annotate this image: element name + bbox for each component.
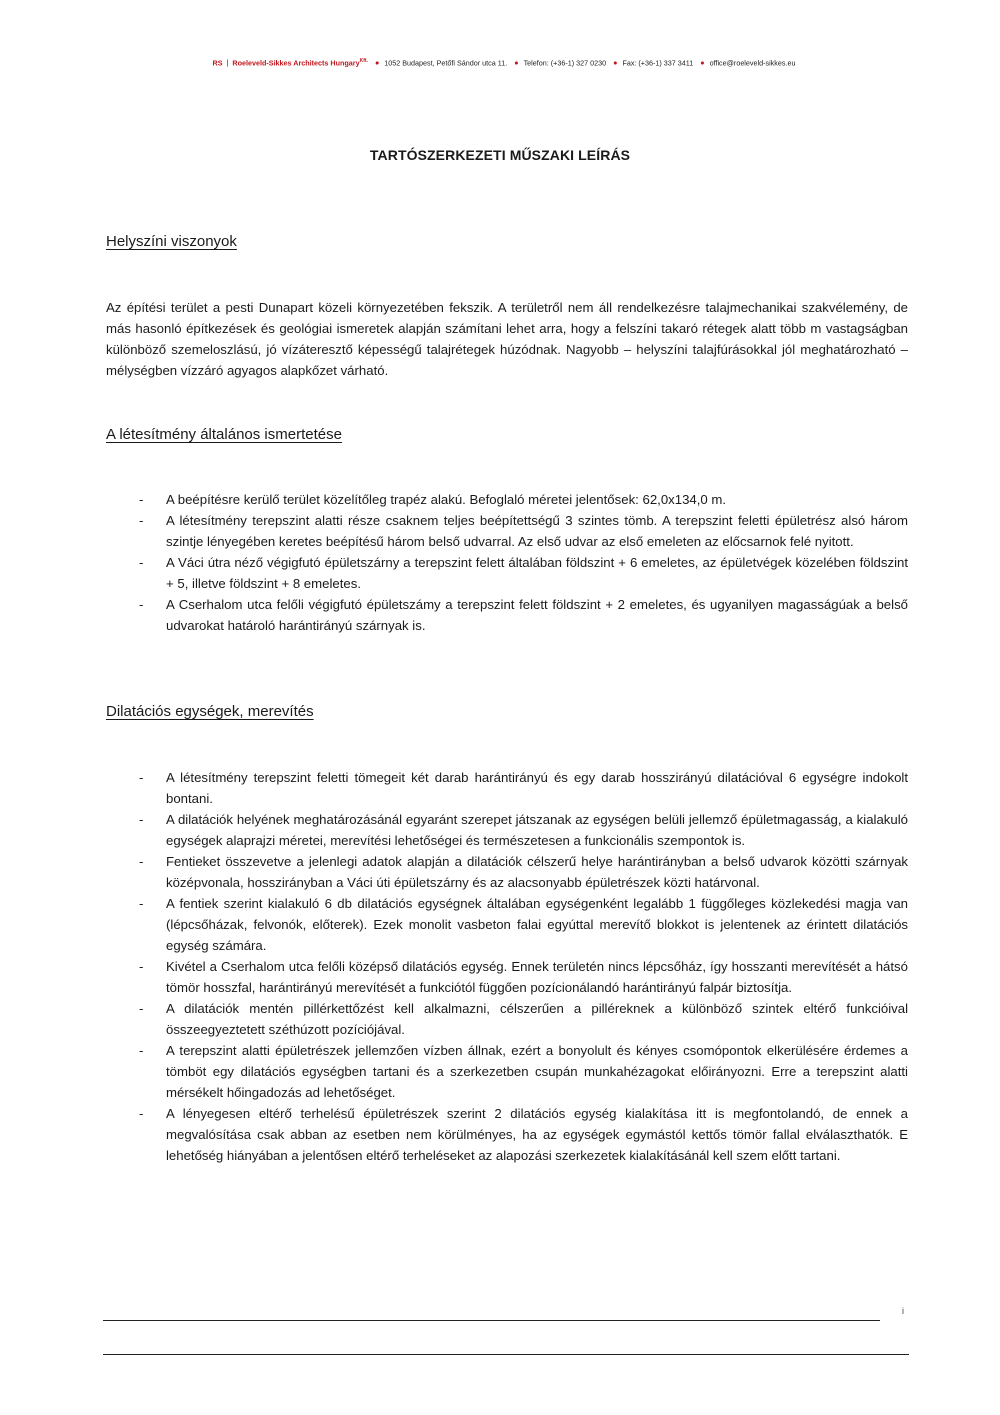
dash-marker: - <box>139 854 144 869</box>
letterhead-phone: Telefon: (+36-1) 327 0230 <box>523 58 607 68</box>
list-item-text: A Váci útra néző végigfutó épületszárny a terepszint felett általában földszint + 6 emeletes, az épületvégek közelében földszint + 5, illetve földszint + 8 emeletes. <box>166 555 908 591</box>
dash-marker: - <box>139 959 144 974</box>
list-item <box>106 1103 908 1166</box>
list-item-text: A Cserhalom utca felőli végigfutó épületszámy a terepszint felett földszint + 2 emeletes, és ugyanilyen magasságúak a belső udvarokat határoló harántirányú szárnyak is. <box>166 597 908 633</box>
list-item-text: A dilatációk mentén pillérkettőzést kell alkalmazni, célszerűen a pilléreknek a különböző szintek eltérő funkcióival összeegyeztetett széthúzott pozíciójával. <box>166 1001 908 1037</box>
list-item-text: A létesítmény terepszint alatti része csaknem teljes beépítettségű 3 szintes tömb. A terepszint feletti épületrész alsó három szintje lényegében keretes beépítésű három belső udvarral. Az első udvar az első emeleten az előcsarnok felé nyitott. <box>166 513 908 549</box>
list-item <box>106 809 908 851</box>
dash-marker: - <box>139 1106 144 1121</box>
bullet-icon: ● <box>613 58 618 68</box>
list-item <box>106 956 908 998</box>
letterhead-company-suffix: Kft. <box>359 58 368 64</box>
list-item <box>106 510 908 552</box>
dash-marker: - <box>139 812 144 827</box>
bullet-icon: ● <box>700 58 705 68</box>
section-heading-general-description: A létesítmény általános ismertetése <box>106 426 342 443</box>
general-description-list <box>106 489 908 636</box>
bullet-icon: ● <box>374 58 380 68</box>
list-item-text: A terepszint alatti épületrészek jellemzően vízben állnak, ezért a bonyolult és kényes csomópontok elkerülésére érdemes a tömböt egy dilatációs egységben tartani és a szerkezetben csupán munkahézagokat előirányozni. Erre a terepszint alatti mérsékelt hőingadozás ad lehetőséget. <box>166 1043 908 1100</box>
letterhead <box>100 58 908 67</box>
list-item <box>106 851 908 893</box>
section-heading-dilatation-units: Dilatációs egységek, merevítés <box>106 703 314 720</box>
section-heading-site-conditions: Helyszíni viszonyok <box>106 233 237 250</box>
list-item-text: A fentiek szerint kialakuló 6 db dilatációs egységnek általában egységenként legalább 1 függőleges közlekedési magja van (lépcsőházak, felvonók, előterek). Ezek monolit vasbeton falai egyúttal merevítő blokkot is jelentenek az érintett dilatációs egység számára. <box>166 896 908 953</box>
list-item-text: A beépítésre kerülő terület közelítőleg trapéz alakú. Befoglaló méretei jelentősek: 62,0x134,0 m. <box>166 492 727 507</box>
dash-marker: - <box>139 513 144 528</box>
letterhead-fax: Fax: (+36-1) 337 3411 <box>622 58 694 68</box>
page-mark: i <box>902 1306 904 1316</box>
dilatation-units-list <box>106 767 908 1166</box>
dash-marker: - <box>139 1001 144 1016</box>
list-item <box>106 767 908 809</box>
list-item <box>106 998 908 1040</box>
list-item-text: Kivétel a Cserhalom utca felőli középső dilatációs egység. Ennek területén nincs lépcsőház, így hosszanti merevítését a hátsó tömör hosszfal, harántirányú merevítését a funkciótól függően pozícionálandó harántirányú falpár biztosítja. <box>166 959 908 995</box>
list-item <box>106 489 908 510</box>
list-item <box>106 594 908 636</box>
dash-marker: - <box>139 770 144 785</box>
footer-rule-bottom <box>103 1354 909 1355</box>
dash-marker: - <box>139 896 144 911</box>
document-title: TARTÓSZERKEZETI MŰSZAKI LEÍRÁS <box>369 147 631 163</box>
footer-rule-top <box>103 1320 880 1321</box>
list-item <box>106 552 908 594</box>
list-item-text: Fentieket összevetve a jelenlegi adatok alapján a dilatációk célszerű helye harántirányban a belső udvarok közötti szárnyak középvonala, hosszirányban a Váci úti épületszárny és az alacsonyabb épületrészek közti határvonal. <box>166 854 908 890</box>
dash-marker: - <box>139 597 144 612</box>
list-item <box>106 1040 908 1103</box>
dash-marker: - <box>139 1043 144 1058</box>
letterhead-company: Roeleveld-Sikkes Architects Hungary <box>232 58 360 68</box>
dash-marker: - <box>139 555 144 570</box>
list-item-text: A lényegesen eltérő terhelésű épületrészek szerint 2 dilatációs egység kialakítása itt is megfontolandó, de ennek a megvalósítása csak abban az esetben nem körülményes, ha az egységek egymástól kettős tömör fallal elválaszthatók. E lehetőség hiányában a jelentősen eltérő terheléseket az alapozási szerkezetek kialakításánál kell szem előtt tartani. <box>166 1106 908 1163</box>
letterhead-address: 1052 Budapest, Petőfi Sándor utca 11. <box>384 58 508 68</box>
letterhead-divider: | <box>226 58 229 68</box>
letterhead-initials: RS <box>212 58 223 68</box>
dash-marker: - <box>139 492 144 507</box>
bullet-icon: ● <box>514 58 519 68</box>
list-item <box>106 893 908 956</box>
list-item-text: A létesítmény terepszint feletti tömegeit két darab harántirányú és egy darab hosszirányú dilatációval 6 egységre indokolt bontani. <box>166 770 908 806</box>
site-conditions-paragraph: Az építési terület a pesti Dunapart közeli környezetében fekszik. A területről nem áll rendelkezésre talajmechanikai szakvélemény, de más hasonló építkezések és geológiai ismeretek alapján számítani lehet arra, hogy a felszíni takaró rétegek alatt több m vastagságban különböző szemeloszlású, jó vízáteresztő képességű talajrétegek húzódnak. Nagyobb – helyszíni talajfúrásokkal jól meghatározható – mélységben vízzáró agyagos alapkőzet várható. <box>106 300 908 378</box>
letterhead-email[interactable]: office@roeleveld-sikkes.eu <box>709 58 796 68</box>
list-item-text: A dilatációk helyének meghatározásánál egyaránt szerepet játszanak az egységen belüli jellemző épületmagasság, a kialakuló egységek alaprajzi méretei, merevítési lehetőségei és természetesen a funkcionális szempontok is. <box>166 812 908 848</box>
